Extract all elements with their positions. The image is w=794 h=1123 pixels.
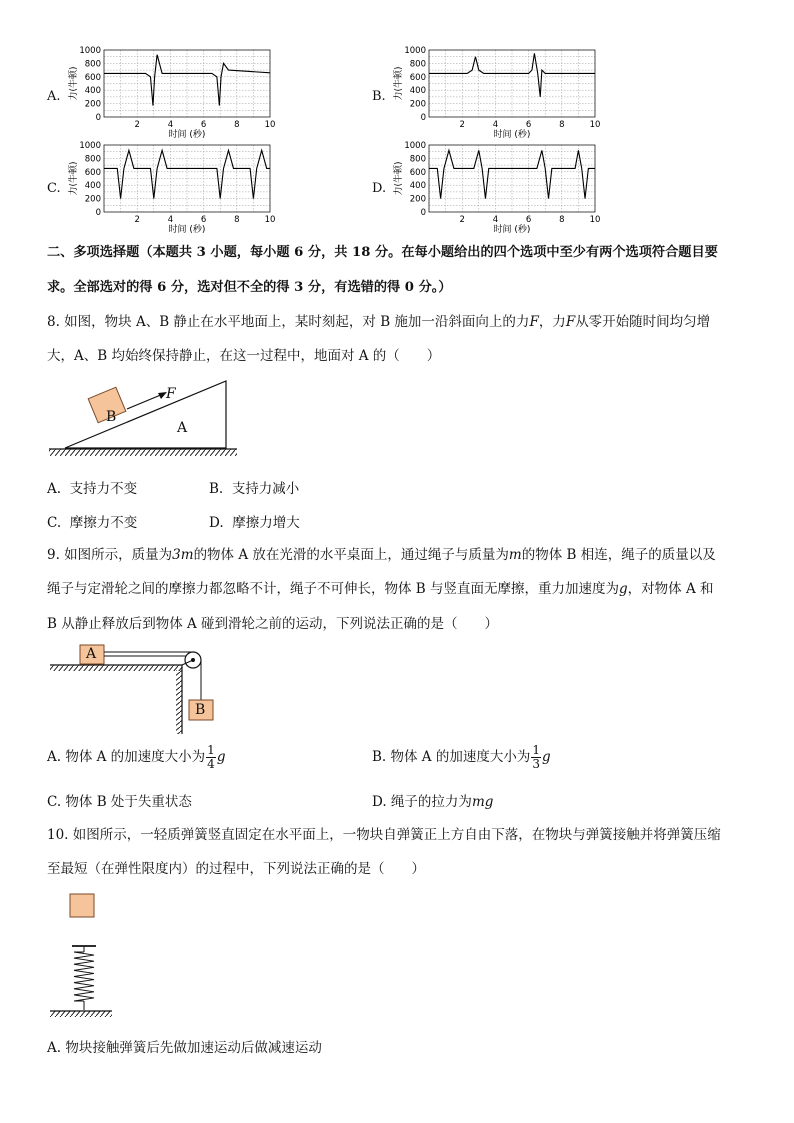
y-axis-label: 力(牛顿) xyxy=(69,161,79,196)
q10-stem-line1: 10. 如图所示，一轻质弹簧竖直固定在水平面上，一物块自弹簧正上方自由下落，在物块与弹簧接触并将弹簧压缩 xyxy=(47,827,721,843)
y-tick-label: 600 xyxy=(84,167,101,178)
y-tick-label: 200 xyxy=(84,99,101,110)
y-tick-label: 800 xyxy=(84,154,101,165)
y-tick-label: 1000 xyxy=(79,141,101,151)
x-tick-label: 6 xyxy=(200,120,207,130)
x-axis-label: 时间 (秒) xyxy=(168,130,206,140)
y-tick-label: 0 xyxy=(95,208,101,218)
q9-option-d[interactable]: D. 绳子的拉力为mg xyxy=(372,794,494,810)
x-tick-label: 8 xyxy=(559,120,565,130)
q9-stem-line2: 绳子与定滑轮之间的摩擦力都忽略不计，绳子不可伸长，物体 B 与竖直面无摩擦，重力加速度为g，对物体 A 和 xyxy=(47,581,714,597)
chart-c-option: C. xyxy=(47,181,61,196)
y-tick-label: 800 xyxy=(409,154,426,165)
x-tick-label: 6 xyxy=(200,215,207,225)
y-tick-label: 800 xyxy=(409,59,426,70)
y-tick-label: 200 xyxy=(409,194,426,205)
section-title: 二、多项选择题（本题共 3 小题，每小题 6 分，共 18 分。在每小题给出的四个选项中至少有两个选项符合题目要 xyxy=(47,245,718,260)
chart-d-option: D. xyxy=(372,181,387,196)
x-tick-label: 10 xyxy=(589,120,601,130)
x-tick-label: 6 xyxy=(525,120,532,130)
q9-pulley-figure xyxy=(48,642,228,736)
q8-stem-line1: 8. 如图，物块 A、B 静止在水平地面上，某时刻起，对 B 施加一沿斜面向上的力F，力F从零开始随时间均匀增 xyxy=(47,314,711,330)
q8-option-a[interactable]: A. 支持力不变 xyxy=(47,481,138,497)
force-time-chart-b xyxy=(387,44,607,142)
x-tick-label: 2 xyxy=(459,215,465,225)
x-tick-label: 4 xyxy=(492,215,499,225)
q10-stem-line2: 至最短（在弹性限度内）的过程中，下列说法正确的是（ ） xyxy=(47,861,425,877)
section-title-cont: 求。全部选对的得 6 分，选对但不全的得 3 分，有选错的得 0 分。） xyxy=(47,280,452,295)
q9-option-b[interactable]: B. 物体 A 的加速度大小为 $\frac{1}{3}$ g xyxy=(372,743,551,771)
y-tick-label: 1000 xyxy=(404,141,426,151)
y-tick-label: 600 xyxy=(409,72,426,83)
q8-stem-line2: 大，A、B 均始终保持静止，在这一过程中，地面对 A 的（ ） xyxy=(47,348,441,364)
x-tick-label: 2 xyxy=(134,215,140,225)
x-tick-label: 10 xyxy=(589,215,601,225)
x-tick-label: 4 xyxy=(167,120,174,130)
y-tick-label: 400 xyxy=(409,86,426,97)
y-tick-label: 400 xyxy=(84,86,101,97)
chart-b-option: B. xyxy=(372,89,386,104)
y-tick-label: 1000 xyxy=(404,46,426,56)
x-axis-label: 时间 (秒) xyxy=(493,225,531,235)
x-tick-label: 4 xyxy=(167,215,174,225)
force-time-chart-a xyxy=(62,44,282,142)
q8-option-b[interactable]: B. 支持力减小 xyxy=(209,481,300,497)
y-axis-label: 力(牛顿) xyxy=(394,66,404,101)
q8-fig-label-b: B xyxy=(106,409,117,425)
y-tick-label: 600 xyxy=(84,72,101,83)
x-tick-label: 10 xyxy=(264,120,276,130)
y-tick-label: 200 xyxy=(409,99,426,110)
y-tick-label: 400 xyxy=(84,181,101,192)
y-tick-label: 1000 xyxy=(79,46,101,56)
q9-stem-line3: B 从静止释放后到物体 A 碰到滑轮之前的运动，下列说法正确的是（ ） xyxy=(47,616,499,632)
x-tick-label: 8 xyxy=(234,120,240,130)
y-tick-label: 800 xyxy=(84,59,101,70)
q9-option-a[interactable]: A. 物体 A 的加速度大小为 $\frac{1}{4}$ g xyxy=(47,743,226,771)
chart-a-option: A. xyxy=(47,89,61,104)
x-tick-label: 10 xyxy=(264,215,276,225)
x-tick-label: 8 xyxy=(234,215,240,225)
q9-stem-line1: 9. 如图所示，质量为3m的物体 A 放在光滑的水平桌面上，通过绳子与质量为m的物体 B 相连，绳子的质量以及 xyxy=(47,547,716,563)
q8-incline-figure xyxy=(45,378,245,464)
force-time-chart-c xyxy=(62,139,282,237)
x-tick-label: 2 xyxy=(134,120,140,130)
y-tick-label: 200 xyxy=(84,194,101,205)
q10-option-a[interactable]: A. 物块接触弹簧后先做加速运动后做减速运动 xyxy=(47,1040,322,1056)
q9-fig-label-b: B xyxy=(195,702,206,718)
y-tick-label: 600 xyxy=(409,167,426,178)
q8-option-c[interactable]: C. 摩擦力不变 xyxy=(47,515,138,531)
y-axis-label: 力(牛顿) xyxy=(69,66,79,101)
x-tick-label: 8 xyxy=(559,215,565,225)
x-tick-label: 4 xyxy=(492,120,499,130)
q8-fig-label-a: A xyxy=(177,420,188,436)
q9-option-c[interactable]: C. 物体 B 处于失重状态 xyxy=(47,794,192,810)
y-axis-label: 力(牛顿) xyxy=(394,161,404,196)
y-tick-label: 400 xyxy=(409,181,426,192)
x-tick-label: 6 xyxy=(525,215,532,225)
q9-fig-label-a: A xyxy=(86,646,97,662)
q8-option-d[interactable]: D. 摩擦力增大 xyxy=(209,515,300,531)
q10-spring-figure xyxy=(46,890,126,1022)
force-time-chart-d xyxy=(387,139,607,237)
y-tick-label: 0 xyxy=(95,113,101,123)
y-tick-label: 0 xyxy=(420,208,426,218)
x-axis-label: 时间 (秒) xyxy=(493,130,531,140)
x-axis-label: 时间 (秒) xyxy=(168,225,206,235)
y-tick-label: 0 xyxy=(420,113,426,123)
x-tick-label: 2 xyxy=(459,120,465,130)
q8-fig-label-f: F xyxy=(166,386,176,402)
